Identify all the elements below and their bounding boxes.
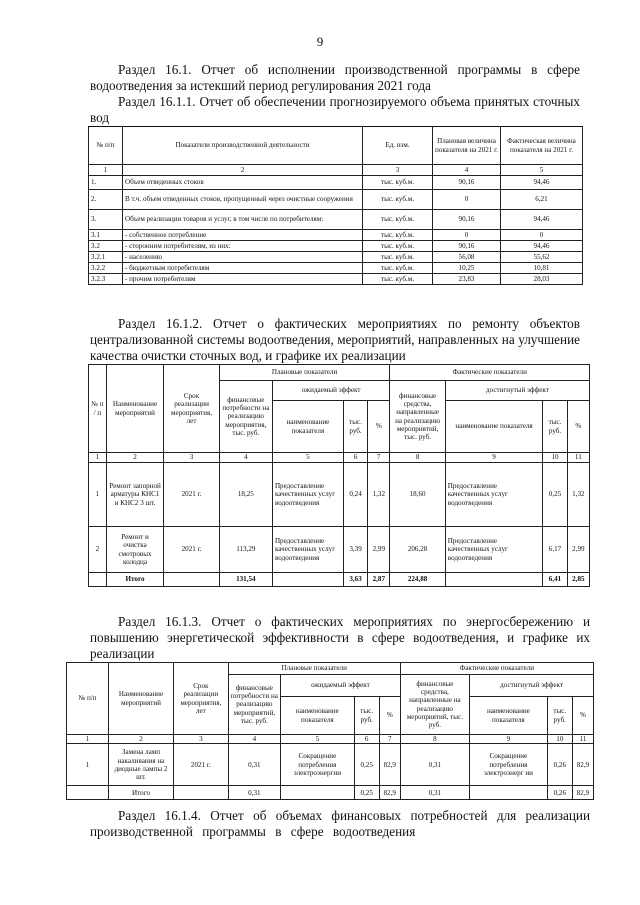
heading-section-16-1: Раздел 16.1. Отчет об исполнении производственной программы в сфере водоотведения за истекший период регулирования 2021 года <box>90 62 580 93</box>
t3-header-trub: тыс. руб. <box>547 697 572 735</box>
t3-header-plan-fin: финансовые потребности на реализацию мероприятий, тыс. руб. <box>228 675 280 735</box>
heading-section-16-1-4: Раздел 16.1.4. Отчет об объемах финансовых потребностей для реализации производственной программы в сфере водоотведения <box>90 808 590 839</box>
t1-colnum: 5 <box>501 165 583 176</box>
t2-total: 3,63 <box>343 573 367 587</box>
t2-colnum: 2 <box>106 453 164 463</box>
t2-header-trub: тыс. руб. <box>343 401 367 453</box>
t2-cell: 1 <box>89 463 107 527</box>
t1-colnum: 2 <box>123 165 363 176</box>
t2-header-trub: тыс. руб. <box>543 401 567 453</box>
t2-header-name: Наименование мероприятий <box>106 365 164 453</box>
t1-cell: 3.2.3 <box>89 274 123 285</box>
t2-cell: 2,99 <box>567 527 589 573</box>
table-total-row <box>67 786 594 800</box>
t3-header-pct: % <box>379 697 400 735</box>
table-row <box>89 263 583 274</box>
t1-cell: 90,16 <box>433 210 501 230</box>
t2-total-label: Итого <box>106 573 164 587</box>
heading-section-16-1-1: Раздел 16.1.1. Отчет об обеспечении прогнозируемого объема принятых сточных вод <box>90 94 580 125</box>
t1-cell: 3.2 <box>89 241 123 252</box>
table-sewage-volume <box>88 126 583 285</box>
t1-cell: 0 <box>433 230 501 241</box>
t1-header-indicator: Показатели производственной деятельности <box>123 127 363 165</box>
t3-header-pct: % <box>572 697 593 735</box>
table-row <box>89 230 583 241</box>
t3-header-ind-name: наименование показателя <box>470 697 548 735</box>
t3-cell: 1 <box>67 744 109 786</box>
t2-colnum: 8 <box>390 453 445 463</box>
t1-cell: 94,46 <box>501 241 583 252</box>
t2-cell: Ремонт запорной арматуры КНС1 и КНС2 3 шт. <box>106 463 164 527</box>
t3-colnum: 10 <box>547 735 572 744</box>
t3-colnum: 2 <box>108 735 173 744</box>
t1-cell: 90,16 <box>433 241 501 252</box>
t3-cell: 82,9 <box>572 744 593 786</box>
t3-total: 0,31 <box>400 786 469 800</box>
t2-cell: 2,99 <box>368 527 390 573</box>
t2-cell: Предоставление качественных услуг водоотведения <box>445 527 543 573</box>
t1-header-plan: Плановая величина показателя на 2021 г. <box>433 127 501 165</box>
t2-colnum: 10 <box>543 453 567 463</box>
t3-header-plan: Плановые показатели <box>228 663 400 675</box>
t1-cell: 28,03 <box>501 274 583 285</box>
t1-cell: тыс. куб.м. <box>363 263 433 274</box>
t1-cell: тыс. куб.м. <box>363 230 433 241</box>
t3-header-term: Срок реализации мероприятия, лет <box>174 663 229 735</box>
t1-cell: В т.ч. объем отведенных стоков, пропущенный через очистные сооружения <box>123 190 363 210</box>
t2-header-ind-name: наименование показателя <box>445 401 543 453</box>
t2-total: 224,88 <box>390 573 445 587</box>
t2-colnum: 9 <box>445 453 543 463</box>
t2-cell: 1,32 <box>368 463 390 527</box>
table-repair-measures <box>88 364 590 587</box>
table-row <box>89 274 583 285</box>
t1-cell: - населению <box>123 252 363 263</box>
t1-cell: 10,25 <box>433 263 501 274</box>
t2-colnum: 3 <box>164 453 219 463</box>
t3-total: 0,26 <box>547 786 572 800</box>
t1-cell: тыс. куб.м. <box>363 274 433 285</box>
t1-header-fact: Фактическая величина показателя на 2021 г. <box>501 127 583 165</box>
t3-colnum: 4 <box>228 735 280 744</box>
t2-header-pct: % <box>567 401 589 453</box>
t2-total: 2,87 <box>368 573 390 587</box>
t2-header-plan: Плановые показатели <box>219 365 390 381</box>
t1-cell: 0 <box>501 230 583 241</box>
t1-cell: тыс. куб.м. <box>363 252 433 263</box>
t1-cell: 90,16 <box>433 176 501 190</box>
t3-colnum: 6 <box>354 735 379 744</box>
t2-cell: 1,32 <box>567 463 589 527</box>
t1-cell: тыс. куб.м. <box>363 190 433 210</box>
t1-cell: 3.2.2 <box>89 263 123 274</box>
heading-section-16-1-3: Раздел 16.1.3. Отчет о фактических мероприятиях по энергосбережению и повышению энергетической эффективности в сфере водоотведения, и графике их реализации <box>90 614 590 661</box>
t2-cell: 2 <box>89 527 107 573</box>
table-row <box>89 176 583 190</box>
t2-header-pct: % <box>368 401 390 453</box>
t3-colnum: 9 <box>470 735 548 744</box>
t3-colnum: 11 <box>572 735 593 744</box>
t2-cell: 113,29 <box>219 527 272 573</box>
table-row <box>89 463 590 527</box>
t2-colnum: 5 <box>272 453 343 463</box>
t1-cell: 2. <box>89 190 123 210</box>
table-row <box>89 190 583 210</box>
t3-header-name: Наименование мероприятий <box>108 663 173 735</box>
t3-cell: 0,31 <box>400 744 469 786</box>
t3-colnum: 1 <box>67 735 109 744</box>
t3-cell: Сокращение потребления электроэнерг ии <box>470 744 548 786</box>
t2-colnum: 1 <box>89 453 107 463</box>
t3-header-expected: ожидаемый эффект <box>281 675 401 697</box>
t2-colnum: 11 <box>567 453 589 463</box>
t1-cell: 94,46 <box>501 176 583 190</box>
t1-cell: тыс. куб.м. <box>363 241 433 252</box>
t3-total: 0,31 <box>228 786 280 800</box>
t3-header-fact: Фактические показатели <box>400 663 593 675</box>
t3-header-trub: тыс. руб. <box>354 697 379 735</box>
t1-cell: 3.2.1 <box>89 252 123 263</box>
t3-colnum: 5 <box>281 735 354 744</box>
t1-cell: - сторонним потребителям, из них: <box>123 241 363 252</box>
t1-colnum: 4 <box>433 165 501 176</box>
t3-total: 0,25 <box>354 786 379 800</box>
t2-header-expected: ожидаемый эффект <box>272 381 389 401</box>
t3-total: 82,9 <box>572 786 593 800</box>
t1-cell: 3. <box>89 210 123 230</box>
t2-colnum: 4 <box>219 453 272 463</box>
t2-colnum: 6 <box>343 453 367 463</box>
t2-total: 2,85 <box>567 573 589 587</box>
t2-cell: Ремонт и очистка смотровых колодца <box>106 527 164 573</box>
t3-header-ind-name: наименование показателя <box>281 697 354 735</box>
t3-header-fact-fin: финансовые средства, направленные на реализацию мероприятий, тыс. руб. <box>400 675 469 735</box>
t3-cell: 0,26 <box>547 744 572 786</box>
t3-total: 82,9 <box>379 786 400 800</box>
table-total-row <box>89 573 590 587</box>
t2-cell: Предоставление качественных услуг водоотведения <box>445 463 543 527</box>
table-row <box>89 241 583 252</box>
t1-cell: 1. <box>89 176 123 190</box>
t1-cell: 0 <box>433 190 501 210</box>
t2-cell: 18,25 <box>219 463 272 527</box>
table-row <box>89 210 583 230</box>
t2-cell: 2021 г. <box>164 463 219 527</box>
t3-colnum: 3 <box>174 735 229 744</box>
t1-cell: Объем реализации товаров и услуг, в том числе по потребителям: <box>123 210 363 230</box>
t2-header-term: Срок реализации мероприятия, лет <box>164 365 219 453</box>
t3-total-label: Итого <box>108 786 173 800</box>
t1-cell: Объем отведенных стоков <box>123 176 363 190</box>
t1-header-unit: Ед. изм. <box>363 127 433 165</box>
heading-section-16-1-2: Раздел 16.1.2. Отчет о фактических мероприятиях по ремонту объектов централизованной системы водоотведения, мероприятий, направленных на улучшение качества очистки сточных вод, и графике их реализации <box>90 316 580 363</box>
t2-cell: 0,24 <box>343 463 367 527</box>
t1-header-num: № п/п <box>89 127 123 165</box>
table-energy-measures <box>66 662 594 800</box>
t1-cell: 3.1 <box>89 230 123 241</box>
table-row <box>67 744 594 786</box>
t2-header-achieved: достигнутый эффект <box>445 381 589 401</box>
t1-cell: 94,46 <box>501 210 583 230</box>
t2-cell: Предоставление качественных услуг водоотведения <box>272 463 343 527</box>
table-row <box>89 252 583 263</box>
t2-cell: 0,25 <box>543 463 567 527</box>
t1-cell: - собственное потребление <box>123 230 363 241</box>
t2-cell: Предоставление качественных услуг водоотведения <box>272 527 343 573</box>
t1-cell: 55,62 <box>501 252 583 263</box>
t3-cell: 0,31 <box>228 744 280 786</box>
t2-cell: 206,28 <box>390 527 445 573</box>
t2-cell: 3,39 <box>343 527 367 573</box>
t1-cell: - прочим потребителям <box>123 274 363 285</box>
t2-header-fact: Фактические показатели <box>390 365 590 381</box>
t2-colnum: 7 <box>368 453 390 463</box>
t1-cell: тыс. куб.м. <box>363 176 433 190</box>
t2-total: 131,54 <box>219 573 272 587</box>
page-number: 9 <box>316 34 324 49</box>
table-row <box>89 527 590 573</box>
t2-header-num: № п / п <box>89 365 107 453</box>
t3-cell: 82,9 <box>379 744 400 786</box>
t2-cell: 6,17 <box>543 527 567 573</box>
t2-header-ind-name: наименование показателя <box>272 401 343 453</box>
t3-colnum: 8 <box>400 735 469 744</box>
t1-cell: 56,08 <box>433 252 501 263</box>
t1-cell: 23,83 <box>433 274 501 285</box>
t3-cell: Замена ламп накаливания на диодные лампы 2 шт. <box>108 744 173 786</box>
t3-colnum: 7 <box>379 735 400 744</box>
t3-cell: 0,25 <box>354 744 379 786</box>
t3-header-num: № п/п <box>67 663 109 735</box>
t3-cell: Сокращение потребления электроэнергии <box>281 744 354 786</box>
t1-cell: 6,21 <box>501 190 583 210</box>
t2-cell: 18,60 <box>390 463 445 527</box>
t3-cell: 2021 г. <box>174 744 229 786</box>
t1-cell: - бюджетным потребителям <box>123 263 363 274</box>
t1-cell: тыс. куб.м. <box>363 210 433 230</box>
t2-header-fact-fin: финансовые средства, направленные на реализацию мероприятий, тыс. руб. <box>390 381 445 453</box>
t2-cell: 2021 г. <box>164 527 219 573</box>
t1-colnum: 3 <box>363 165 433 176</box>
t3-header-achieved: достигнутый эффект <box>470 675 594 697</box>
t1-cell: 10,81 <box>501 263 583 274</box>
t2-header-plan-fin: финансовые потребности на реализацию мероприятия, тыс. руб. <box>219 381 272 453</box>
t1-colnum: 1 <box>89 165 123 176</box>
t2-total: 6,41 <box>543 573 567 587</box>
